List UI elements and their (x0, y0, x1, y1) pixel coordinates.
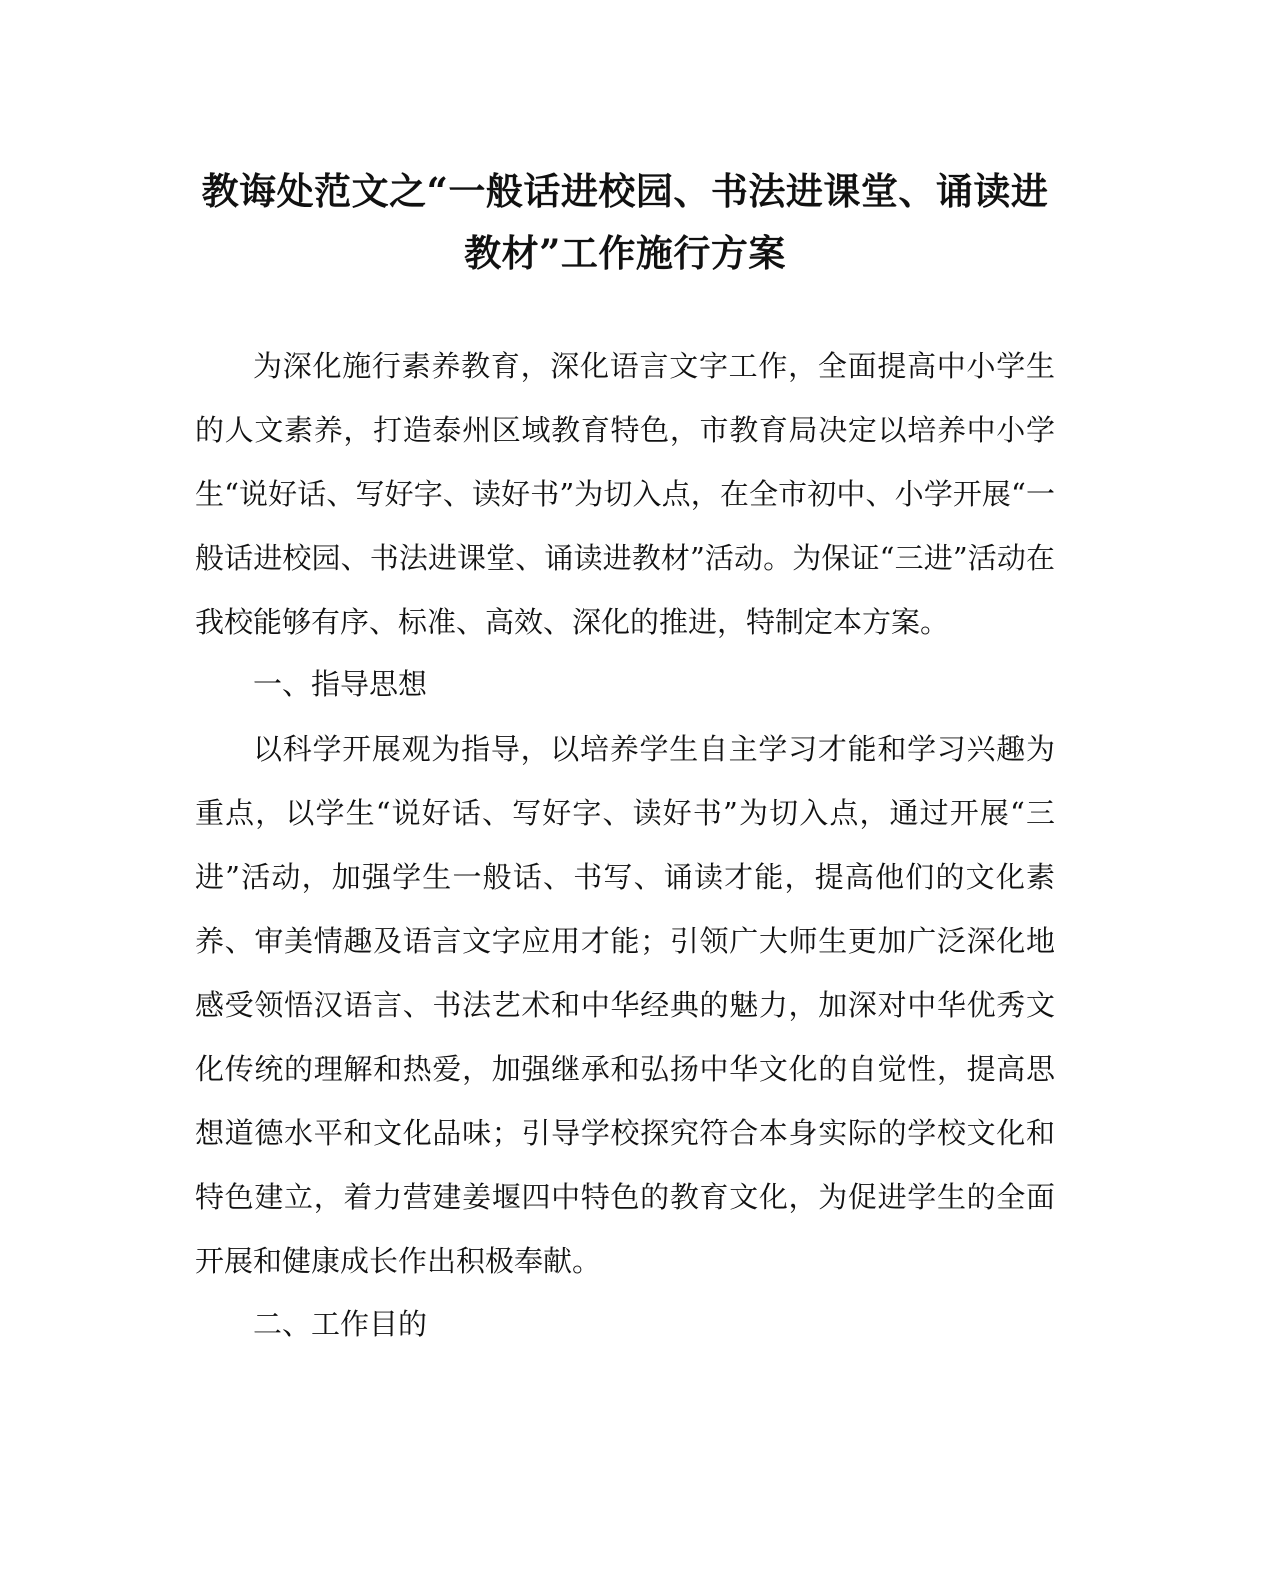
section-heading-guiding-ideology: 一、指导思想 (253, 667, 428, 701)
section-heading-work-goals: 二、工作目的 (253, 1307, 428, 1341)
intro-paragraph: 为深化施行素养教育，深化语言文字工作，全面提高中小学生的人文素养，打造泰州区域教育特色，市教育局决定以培养中小学生“说好话、写好字、读好书”为切入点，在全市初中、小学开展“一般话进校园、书法进课堂、诵读进教材”活动。为保证“三进”活动在我校能够有序、标准、高效、深化的推进，特制定本方案。 (195, 349, 1055, 639)
section-heading-1-block (195, 652, 1055, 716)
title-line-2: 教材”工作施行方案 (464, 231, 786, 275)
section-heading-2-block (195, 1292, 1055, 1356)
document-title (195, 160, 1055, 284)
guiding-ideology-paragraph-block (195, 717, 1055, 1293)
title-line-1: 教诲处范文之“一般话进校园、书法进课堂、诵读进 (201, 169, 1049, 213)
intro-paragraph-block (195, 334, 1055, 654)
guiding-ideology-paragraph: 以科学开展观为指导，以培养学生自主学习才能和学习兴趣为重点，以学生“说好话、写好字、读好书”为切入点，通过开展“三进”活动，加强学生一般话、书写、诵读才能，提高他们的文化素养、审美情趣及语言文字应用才能；引领广大师生更加广泛深化地感受领悟汉语言、书法艺术和中华经典的魅力，加深对中华优秀文化传统的理解和热爱，加强继承和弘扬中华文化的自觉性，提高思想道德水平和文化品味；引导学校探究符合本身实际的学校文化和特色建立，着力营建姜堰四中特色的教育文化，为促进学生的全面开展和健康成长作出积极奉献。 (195, 732, 1055, 1278)
